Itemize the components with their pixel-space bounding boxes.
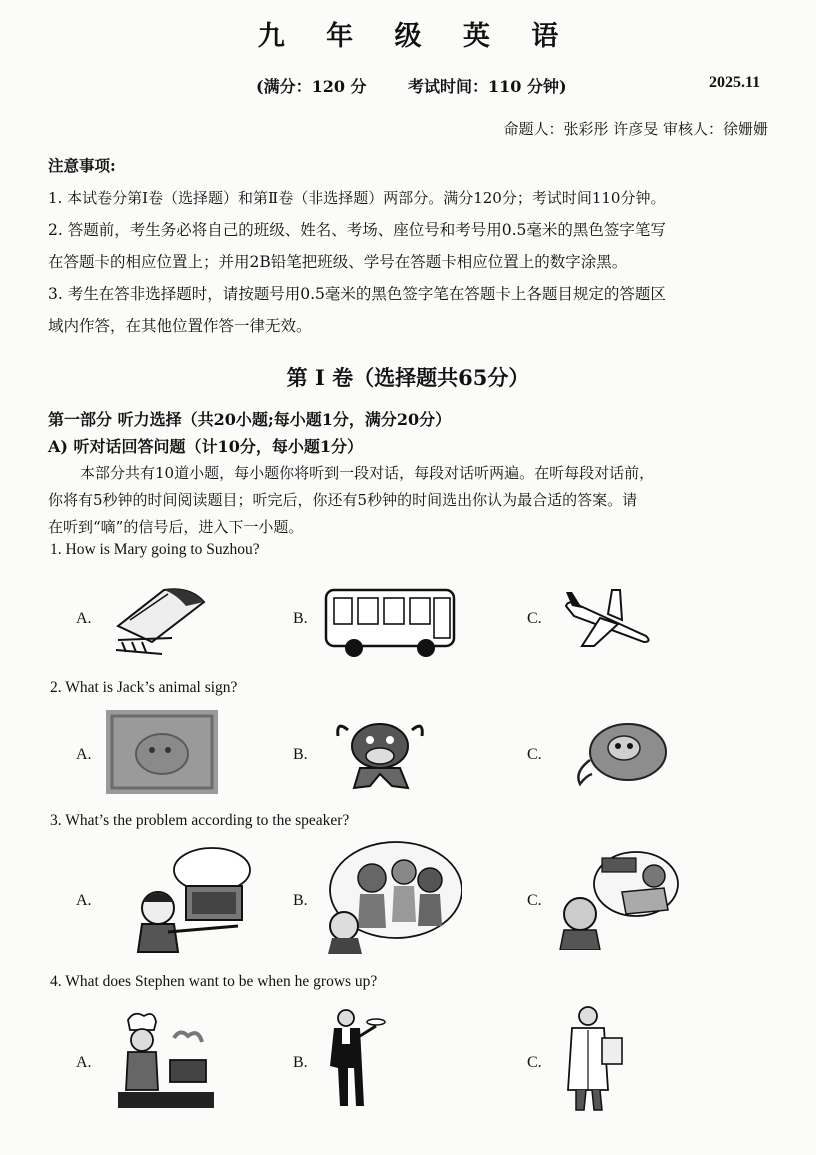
doctor-picture xyxy=(562,1004,628,1114)
student-with-computer-picture xyxy=(128,846,254,954)
cook-picture xyxy=(114,1008,218,1112)
question-number: 2. xyxy=(50,679,62,696)
question-text: How is Mary going to Suzhou? xyxy=(65,541,260,558)
option-label[interactable]: C. xyxy=(527,610,542,627)
exam-time: 考试时间：110 分钟) xyxy=(408,77,567,96)
exam-date: 2025.11 xyxy=(709,74,761,91)
ox-picture xyxy=(330,712,430,794)
option-label[interactable]: A. xyxy=(76,610,92,627)
question-number: 1. xyxy=(50,541,62,558)
option-label[interactable]: B. xyxy=(293,892,308,909)
notes-heading: 注意事项: xyxy=(48,156,116,175)
part-1-heading: 第一部分 听力选择（共20小题;每小题1分，满分20分） xyxy=(48,410,452,429)
authors: 命题人：张彩彤 许彦旻 审核人：徐姗姗 xyxy=(503,120,768,138)
question-text: What’s the problem according to the speaker? xyxy=(65,812,350,829)
option-label[interactable]: B. xyxy=(293,610,308,627)
family-argument-picture xyxy=(322,838,462,954)
notes-line-2: 2. 答题前，考生务必将自己的班级、姓名、考场、座位号和考号用0.5毫米的黑色签字笔写 xyxy=(48,221,666,239)
intro-line-1: 本部分共有10道小题，每小题你将听到一段对话，每段对话听两遍。在听每段对话前， xyxy=(80,464,655,482)
waiter-picture xyxy=(326,1006,386,1112)
airplane-icon xyxy=(560,584,654,656)
option-label[interactable]: A. xyxy=(76,746,92,763)
question-3 xyxy=(50,812,349,830)
question-text: What does Stephen want to be when he grows up? xyxy=(65,973,378,990)
intro-line-3: 在听到“嘀”的信号后，进入下一小题。 xyxy=(48,518,304,536)
section-title: 第 I 卷（选择题共65分） xyxy=(286,365,530,390)
question-1 xyxy=(50,541,260,559)
option-label[interactable]: A. xyxy=(76,892,92,909)
question-4 xyxy=(50,973,377,991)
notes-block xyxy=(48,150,778,342)
section-intro xyxy=(48,460,778,541)
high-speed-train-icon xyxy=(112,580,208,656)
question-2 xyxy=(50,679,237,697)
rat-picture xyxy=(106,710,218,794)
option-label[interactable]: B. xyxy=(293,1054,308,1071)
monkey-picture xyxy=(572,714,680,792)
notes-line-4: 3. 考生在答非选择题时，请按题号用0.5毫米的黑色签字笔在答题卡上各题目规定的答题区 xyxy=(48,285,666,303)
exam-title: 九 年 级 英 语 xyxy=(257,21,575,52)
bus-icon xyxy=(322,584,460,660)
option-label[interactable]: B. xyxy=(293,746,308,763)
notes-line-1: 1. 本试卷分第Ⅰ卷（选择题）和第Ⅱ卷（非选择题）两部分。满分120分；考试时间110分钟。 xyxy=(48,189,666,207)
intro-line-2: 你将有5秒钟的时间阅读题目；听完后，你还有5秒钟的时间选出你认为最合适的答案。请 xyxy=(48,491,638,509)
question-number: 3. xyxy=(50,812,62,829)
part-a-heading: A) 听对话回答问题（计10分，每小题1分） xyxy=(48,437,363,456)
notes-line-3: 在答题卡的相应位置上；并用2B铅笔把班级、学号在答题卡相应位置上的数字涂黑。 xyxy=(48,253,628,271)
student-with-book-picture xyxy=(556,848,680,950)
notes-line-5: 域内作答，在其他位置作答一律无效。 xyxy=(48,317,312,335)
option-label[interactable]: C. xyxy=(527,892,542,909)
option-label[interactable]: C. xyxy=(527,746,542,763)
question-number: 4. xyxy=(50,973,62,990)
full-score: (满分：120 分 xyxy=(256,77,367,96)
option-label[interactable]: C. xyxy=(527,1054,542,1071)
option-label[interactable]: A. xyxy=(76,1054,92,1071)
question-text: What is Jack’s animal sign? xyxy=(65,679,238,696)
